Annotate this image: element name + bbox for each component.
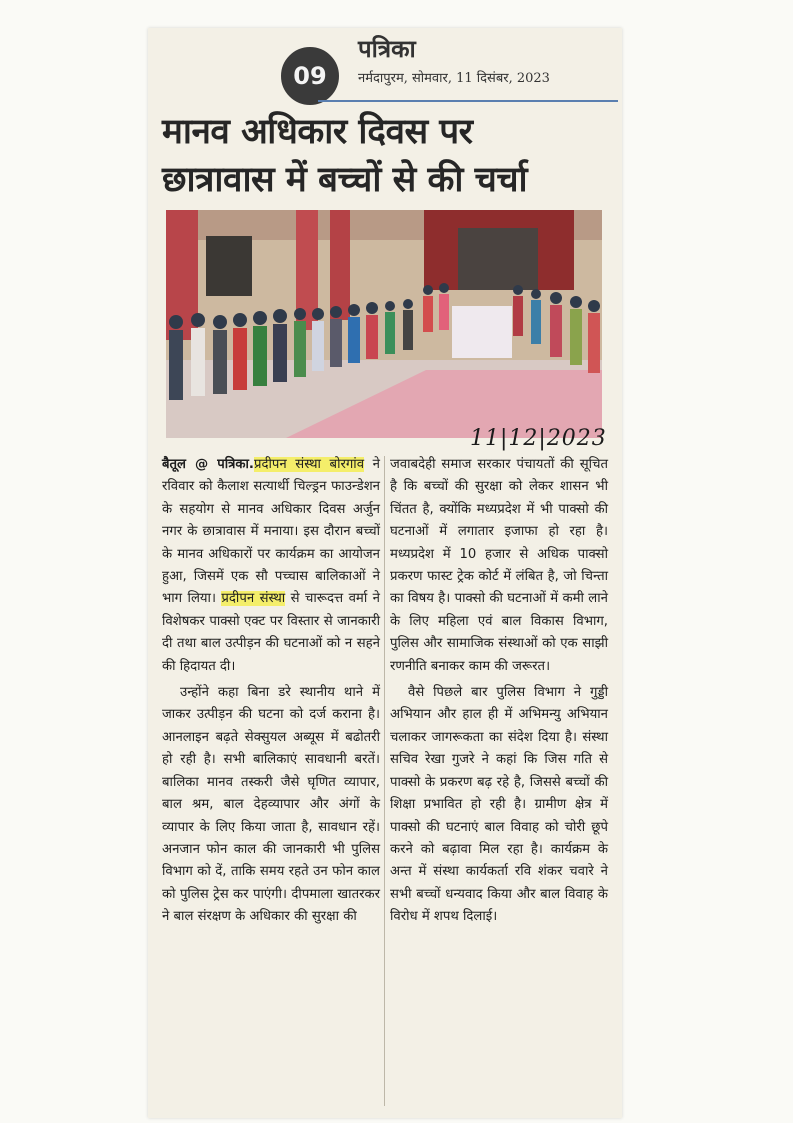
- paragraph-text-2: से चारूदत्त वर्मा ने विशेषकर पाक्सो एक्ट पर विस्तार से जानकारी दी तथा बाल उत्पीड़न की घटनाओं को न सहने की हिदायत दी।: [162, 591, 380, 674]
- highlighted-org-name: प्रदीपन संस्था बोरगांव: [253, 457, 365, 472]
- page-number-badge: 09: [278, 44, 342, 108]
- article-dateline: बैतूल @ पत्रिका.: [162, 457, 254, 472]
- highlighted-org-name-2: प्रदीपन संस्था: [221, 591, 286, 607]
- column-divider: [384, 456, 385, 1106]
- article-column-right: [390, 454, 608, 929]
- article-paragraph-1: [162, 454, 380, 678]
- headline-line-1: मानव अधिकार दिवस पर: [162, 111, 473, 152]
- article-paragraph-2: उन्होंने कहा बिना डरे स्थानीय थाने में जाकर उत्पीड़न की घटना को दर्ज कराना है। आनलाइन बढ़ते सेक्सुयल अब्यूस में बढोतरी हो रही है। सभी बालिकाएं सावधानी बरतें। बालिका मानव तस्करी जैसे घृणित व्यापार, बाल श्रम, बाल देहव्यापार और अंगों के व्यापार के लिए किया जाता है, सावधान रहें। अनजान फोन काल की जानकारी भी पुलिस विभाग को दें, ताकि समय रहते उन फोन काल को पुलिस ट्रेस कर पाएंगी। दीपमाला खातरकर ने बाल संरक्षण के अधिकार की सुरक्षा की: [162, 685, 380, 925]
- photo-illustration: [166, 210, 602, 438]
- dateline: नर्मदापुरम, सोमवार, 11 दिसंबर, 2023: [358, 71, 550, 86]
- article-paragraph-4: वैसे पिछले बार पुलिस विभाग ने गुड्डी अभियान और हाल ही में अभिमन्यु अभियान चलाकर जागरूकता का संदेश दिया है। संस्था सचिव रेखा गुजरे ने कहां कि जिस गति से पाक्सो के प्रकरण बढ़ रहे है, जिससे बच्चों की शिक्षा प्रभावित हो रही है। ग्रामीण क्षेत्र में पाक्सो की घटनाएं बाल विवाह को चोरी छूपे करने को बढ़ावा मिल रहा है। कार्यक्रम के अन्त में संस्था कार्यकर्ता रवि शंकर चवारे ने सभी बच्चों धन्यवाद किया और बाल विवाह के विरोध में शपथ दिलाई।: [390, 685, 608, 925]
- newspaper-clipping: [148, 28, 622, 1118]
- article-column-left: [162, 454, 380, 929]
- header-divider: [318, 100, 618, 102]
- handwritten-date: 11|12|2023: [470, 426, 607, 451]
- headline-line-2: छात्रावास में बच्चों से की चर्चा: [162, 159, 528, 200]
- news-photo: [166, 210, 602, 438]
- headline: [162, 108, 612, 204]
- masthead: पत्रिका: [358, 34, 416, 63]
- article-paragraph-3: जवाबदेही समाज सरकार पंचायतों की सूचित है कि बच्चों की सुरक्षा को लेकर शासन भी चिंतत है, क्योंकि मध्यप्रदेश में भी पाक्सो की घटनाओं में लगातार इजाफा हो रहा है। मध्यप्रदेश में 10 हजार से अधिक पाक्सो प्रकरण फास्ट ट्रेक कोर्ट में लंबित है, जो चिन्ता का विषय है। पाक्सो की घटनाओं में कमी लाने के लिए महिला एवं बाल विकास विभाग, पुलिस और सामाजिक संस्थाओं को एक साझी रणनीति बनाकर काम की जरूरत।: [390, 457, 608, 674]
- paragraph-text: ने रविवार को कैलाश सत्यार्थी चिल्ड्रन फाउन्डेशन के सहयोग से मानव अधिकार दिवस अर्जुन नगर के छात्रावास में मनाया। इस दौरान बच्चों के मानव अधिकारों पर कार्यक्रम का आयोजन हुआ, जिसमें एक सौ पच्चास बालिकाओं ने भाग लिया।: [162, 457, 380, 607]
